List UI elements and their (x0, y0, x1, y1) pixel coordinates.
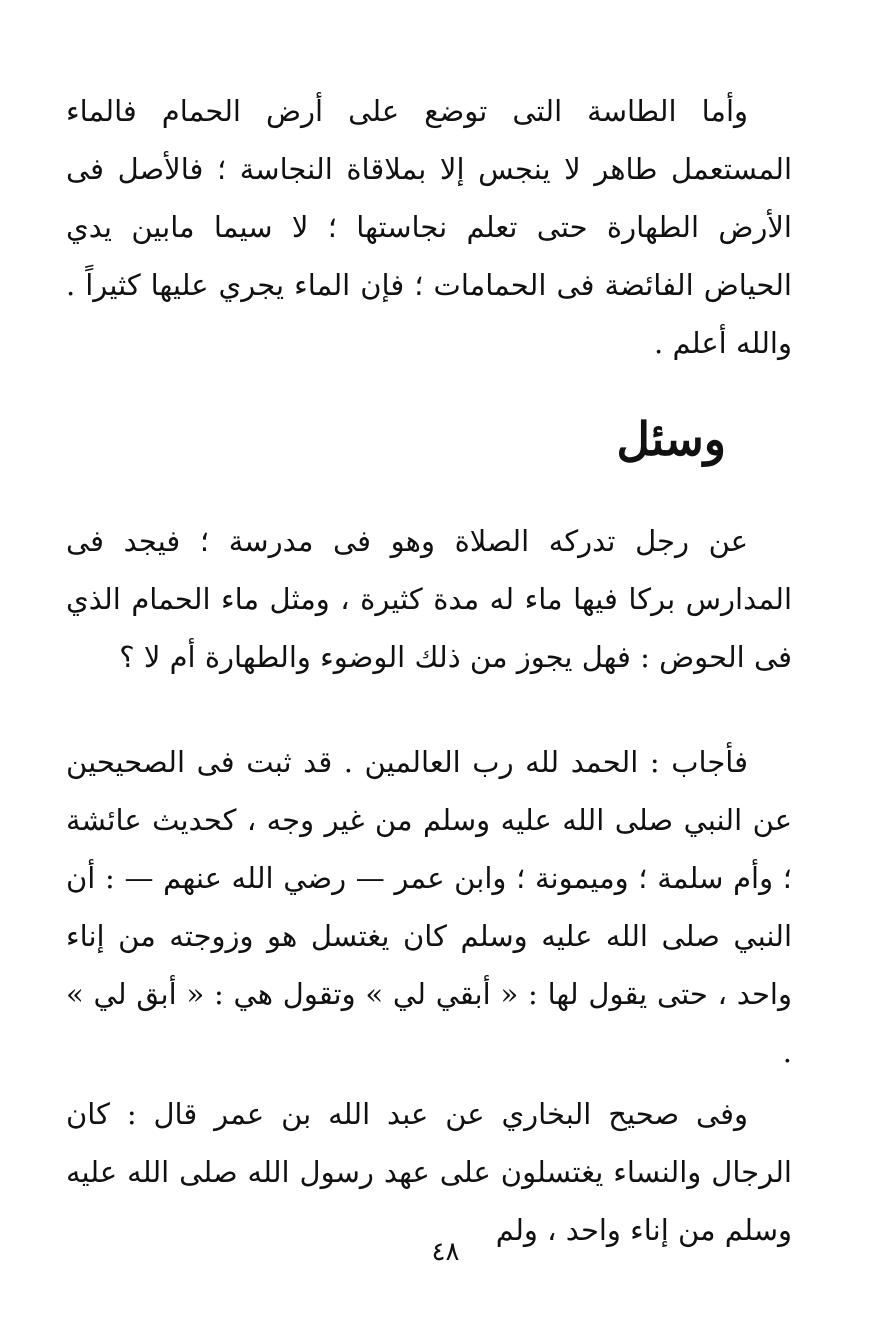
paragraph-text: وأما الطاسة التى توضع على أرض الحمام فالماء المستعمل طاهر لا ينجس إلا بملاقاة النجاسة ؛ فالأصل فى الأرض الطهارة حتى تعلم نجاستها ؛ لا سيما مابين يدي الحياض الفائضة فى الحمامات ؛ فإن الماء يجري عليها كثيراً . والله أعلم . (66, 94, 792, 360)
page-number: ٤٨ (431, 1237, 460, 1267)
paragraph-answer (66, 733, 792, 1081)
paragraph-text: عن رجل تدركه الصلاة وهو فى مدرسة ؛ فيجد فى المدارس بركا فيها ماء له مدة كثيرة ، ومثل ماء الحمام الذي فى الحوض : فهل يجوز من ذلك الوضوء والطهارة أم لا ؟ (66, 524, 792, 674)
paragraph-question (66, 512, 792, 686)
paragraph-text: وفى صحيح البخاري عن عبد الله بن عمر قال : كان الرجال والنساء يغتسلون على عهد رسول الله صلى الله عليه وسلم من إناء واحد ، ولم (66, 1097, 792, 1247)
paragraph-tasa-ruling (66, 82, 792, 372)
paragraph-text: فأجاب : الحمد لله رب العالمين . قد ثبت فى الصحيحين عن النبي صلى الله عليه وسلم من غير وجه ، كحديث عائشة ؛ وأم سلمة ؛ وميمونة ؛ وابن عمر — رضي الله عنهم — : أن النبي صلى الله عليه وسلم كان يغتسل هو وزوجته من إناء واحد ، حتى يقول لها : « أبقي لي » وتقول هي : « أبق لي » . (66, 745, 792, 1069)
section-heading: وسئل (616, 412, 726, 466)
